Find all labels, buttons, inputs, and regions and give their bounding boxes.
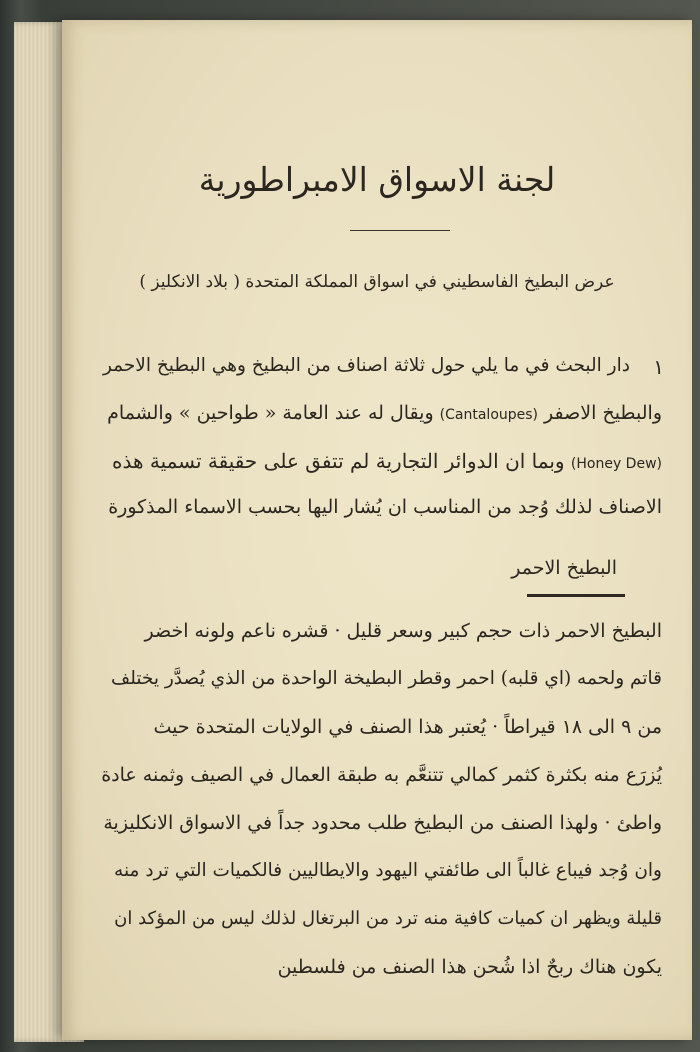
latin-term: (Honey Dew)	[570, 456, 662, 472]
page-subtitle: عرض البطيخ الفاسطيني في اسواق المملكة المتحدة ( بلاد الانكليز )	[139, 272, 615, 292]
body-line: واطئ · ولهذا الصنف من البطيخ طلب محدود جداً في الاسواق الانكليزية	[103, 812, 662, 834]
body-line: قليلة ويظهر ان كميات كافية منه ترد من البرتغال لذلك ليس من المؤكد ان	[114, 908, 662, 929]
body-line: يُزرَع منه بكثرة كثمر كمالي تتنعَّم به طبقة العمال في الصيف وثمنه عادة	[101, 764, 662, 786]
section-heading: البطيخ الاحمر	[511, 557, 617, 579]
paragraph-number: ١	[653, 355, 664, 379]
intro-line: دار البحث في ما يلي حول ثلاثة اصناف من البطيخ وهي البطيخ الاحمر	[102, 355, 630, 376]
body-line: قاتم ولحمه (اي قلبه) احمر وقطر البطيخة الواحدة من الذي يُصدَّر يختلف	[111, 668, 662, 689]
page-title: لجنة الاسواق الامبراطورية	[198, 160, 556, 199]
intro-line	[102, 402, 662, 424]
body-line: البطيخ الاحمر ذات حجم كبير وسعر قليل · قشره ناعم ولونه اخضر	[144, 620, 662, 642]
body-line: وان وُجد فيباع غالباً الى طائفتي اليهود والايطاليين فالكميات التي ترد منه	[114, 860, 662, 881]
section-underline	[527, 594, 625, 597]
body-line: من ٩ الى ١٨ قيراطاً · يُعتبر هذا الصنف في الولايات المتحدة حيث	[153, 716, 662, 738]
title-divider	[350, 230, 450, 231]
intro-line: الاصناف لذلك وُجد من المناسب ان يُشار اليها بحسب الاسماء المذكورة	[108, 496, 662, 518]
body-line: يكون هناك ربحٌ اذا شُحن هذا الصنف من فلسطين	[277, 956, 662, 978]
latin-term: (Cantaloupes)	[439, 407, 539, 423]
intro-line-text: وبما ان الدوائر التجارية لم تتفق على حقيقة تسمية هذه	[111, 449, 571, 473]
intro-line-text: والبطيخ الاصفر	[538, 402, 662, 424]
intro-line	[102, 449, 662, 473]
book-page	[62, 20, 692, 1040]
intro-line-text: ويقال له عند العامة « طواحين » والشمام	[107, 402, 440, 424]
